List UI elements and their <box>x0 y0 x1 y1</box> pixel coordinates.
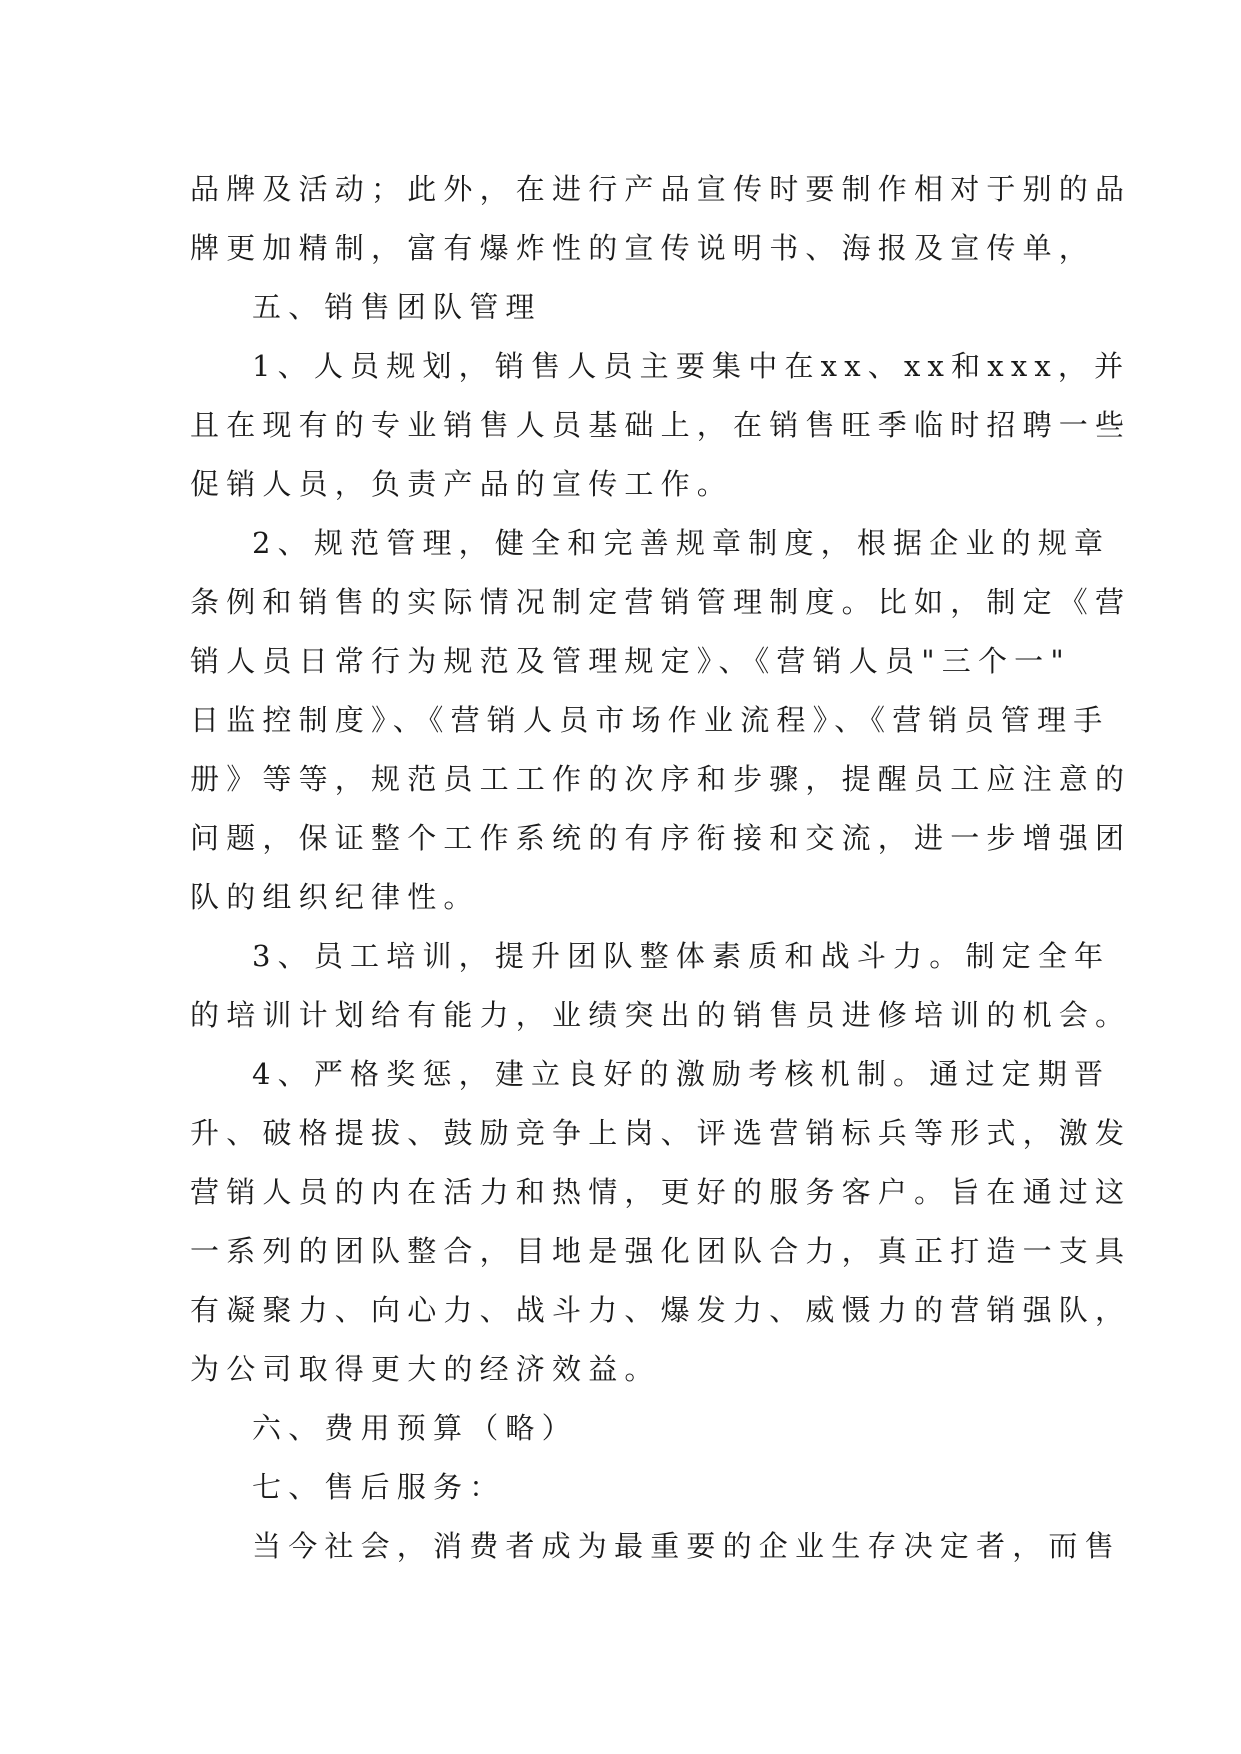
text-line: 当今社会，消费者成为最重要的企业生存决定者，而售 <box>252 1529 1121 1563</box>
text-line: 1、人员规划，销售人员主要集中在xx、xx和xxx，并 <box>252 349 1131 383</box>
section-heading: 六、费用预算（略） <box>252 1411 578 1445</box>
text-line: 4、严格奖惩，建立良好的激励考核机制。通过定期晋 <box>252 1057 1111 1091</box>
text-line: 为公司取得更大的经济效益。 <box>190 1352 661 1386</box>
text-line: 品牌及活动；此外，在进行产品宣传时要制作相对于别的品 <box>190 172 1132 206</box>
text-line: 日监控制度》、《营销人员市场作业流程》、《营销员管理手 <box>190 703 1110 737</box>
section-heading: 七、售后服务： <box>252 1470 506 1504</box>
text-line: 且在现有的专业销售人员基础上，在销售旺季临时招聘一些 <box>190 408 1132 442</box>
text-line: 3、员工培训，提升团队整体素质和战斗力。制定全年 <box>252 939 1111 973</box>
text-line: 牌更加精制，富有爆炸性的宣传说明书、海报及宣传单， <box>190 231 1096 265</box>
text-line: 问题，保证整个工作系统的有序衔接和交流，进一步增强团 <box>190 821 1132 855</box>
section-heading: 五、销售团队管理 <box>252 290 542 324</box>
text-line: 销人员日常行为规范及管理规定》、《营销人员"三个一" <box>190 644 1071 678</box>
text-line: 条例和销售的实际情况制定营销管理制度。比如，制定《营 <box>190 585 1132 619</box>
text-line: 2、规范管理，健全和完善规章制度，根据企业的规章 <box>252 526 1111 560</box>
document-body <box>190 160 1132 1576</box>
text-line: 册》等等，规范员工工作的次序和步骤，提醒员工应注意的 <box>190 762 1132 796</box>
text-line: 一系列的团队整合，目地是强化团队合力，真正打造一支具 <box>190 1234 1132 1268</box>
text-line: 营销人员的内在活力和热情，更好的服务客户。旨在通过这 <box>190 1175 1132 1209</box>
text-line: 有凝聚力、向心力、战斗力、爆发力、威慑力的营销强队， <box>190 1293 1132 1327</box>
text-line: 的培训计划给有能力，业绩突出的销售员进修培训的机会。 <box>190 998 1132 1032</box>
text-line: 升、破格提拔、鼓励竞争上岗、评选营销标兵等形式，激发 <box>190 1116 1132 1150</box>
text-line: 队的组织纪律性。 <box>190 880 480 914</box>
text-line: 促销人员，负责产品的宣传工作。 <box>190 467 734 501</box>
